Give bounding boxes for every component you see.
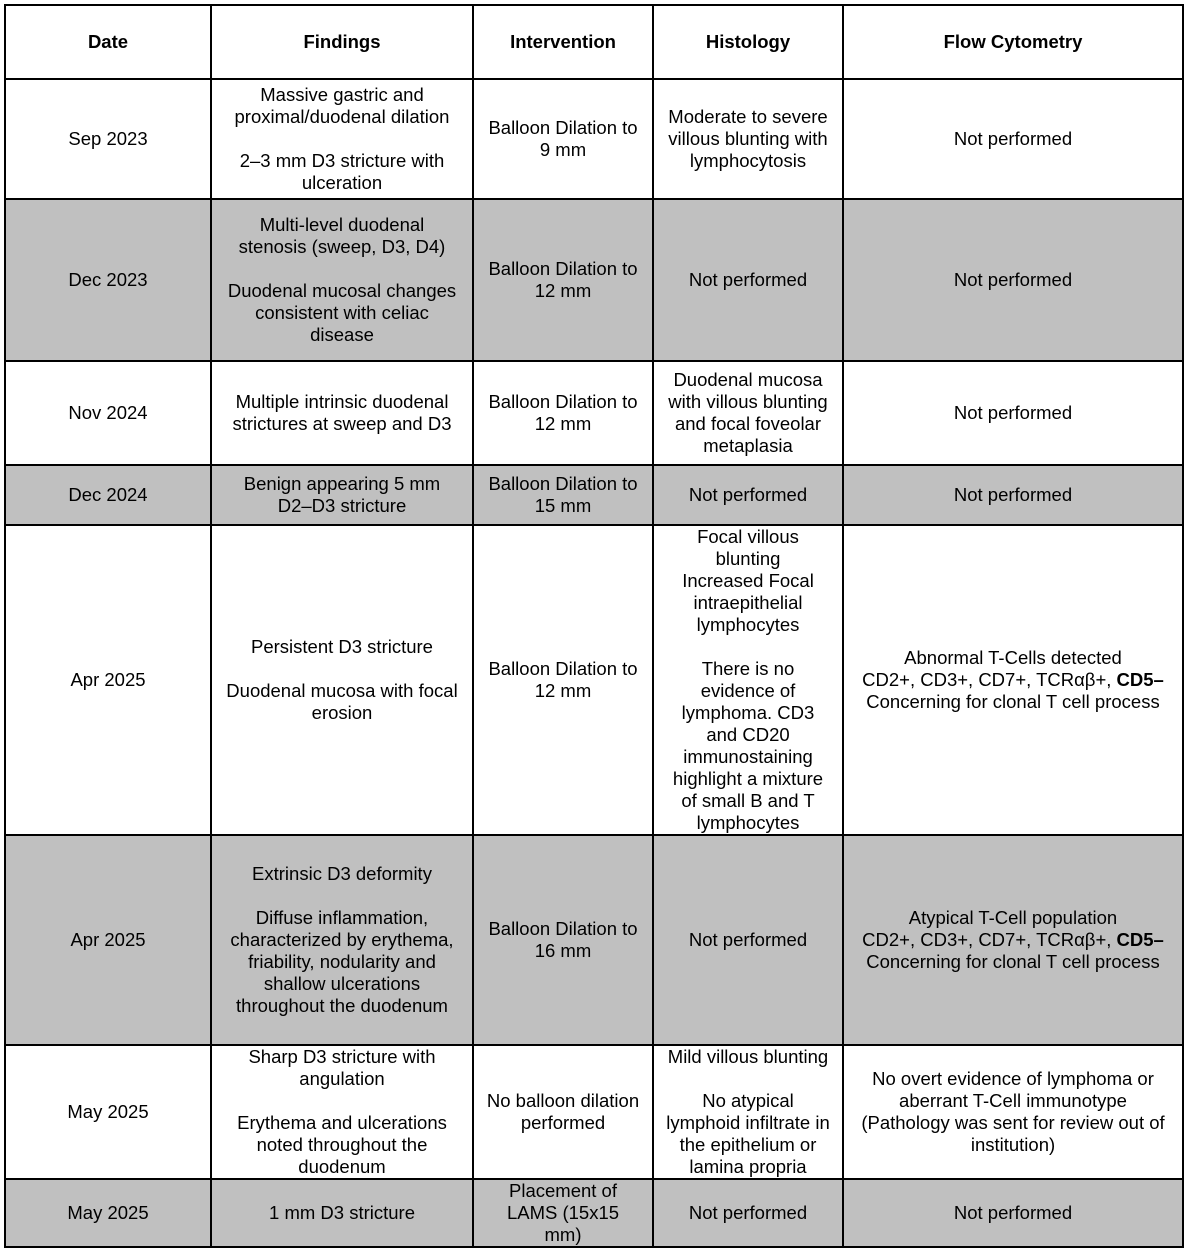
- histology-cell: [653, 199, 843, 361]
- paragraph-gap: [218, 885, 466, 907]
- cell-text-line: aberrant T-Cell immunotype: [899, 1090, 1127, 1111]
- cell-text-line: 12 mm: [534, 413, 592, 434]
- cell-text-line: Extrinsic D3 deformity: [252, 863, 432, 884]
- cell-text-line: immunostaining: [683, 746, 813, 767]
- cell-text-line: Not performed: [688, 929, 808, 950]
- cell-text-line: friability, nodularity and: [248, 951, 436, 972]
- paragraph-gap: [218, 128, 466, 150]
- flow-title: Abnormal T-Cells detected: [904, 647, 1122, 668]
- flow-markers: CD2+, CD3+, CD7+, TCRαβ+,: [862, 929, 1117, 950]
- cell-text-line: disease: [310, 324, 374, 345]
- histology-cell: [653, 79, 843, 199]
- cell-text-line: and focal foveolar: [674, 413, 822, 434]
- flow-cytometry-cell: [843, 361, 1183, 465]
- flow-cytometry-cell: [843, 1045, 1183, 1179]
- flow-title: Atypical T-Cell population: [908, 907, 1118, 928]
- table-row: [5, 79, 1183, 199]
- cell-text-line: characterized by erythema,: [230, 929, 454, 950]
- cell-text-line: Placement of: [509, 1180, 617, 1201]
- cell-text-line: Not performed: [688, 269, 808, 290]
- paragraph-gap: [218, 658, 466, 680]
- histology-cell: [653, 361, 843, 465]
- cell-text-line: villous blunting with: [668, 128, 828, 149]
- paragraph-gap: [218, 1090, 466, 1112]
- date-cell: May 2025: [5, 1045, 211, 1179]
- header-date: Date: [5, 5, 211, 79]
- cell-text-line: Diffuse inflammation,: [255, 907, 429, 928]
- table-row: [5, 835, 1183, 1045]
- cell-text-line: 1 mm D3 stricture: [269, 1202, 415, 1223]
- cell-text-line: (Pathology was sent for review out of: [861, 1112, 1165, 1133]
- table-row: [5, 361, 1183, 465]
- cell-text-line: Not performed: [953, 128, 1073, 149]
- cell-text-line: strictures at sweep and D3: [232, 413, 452, 434]
- flow-cytometry-cell: [843, 835, 1183, 1045]
- cell-text-line: There is no: [701, 658, 795, 679]
- cell-text-line: No balloon dilation: [486, 1090, 640, 1111]
- cell-text-line: Duodenal mucosa with focal: [226, 680, 458, 701]
- findings-cell: [211, 199, 473, 361]
- flow-markers: CD2+, CD3+, CD7+, TCRαβ+,: [862, 669, 1117, 690]
- date-cell: Nov 2024: [5, 361, 211, 465]
- flow-cytometry-cell: [843, 525, 1183, 835]
- intervention-cell: [473, 835, 653, 1045]
- cell-text-line: institution): [970, 1134, 1056, 1155]
- cell-text-line: Sharp D3 stricture with: [248, 1046, 436, 1067]
- flow-cytometry-cell: [843, 465, 1183, 525]
- cell-text-line: mm): [544, 1224, 582, 1245]
- histology-cell: [653, 1045, 843, 1179]
- cell-text-line: intraepithelial: [693, 592, 803, 613]
- table-row: [5, 525, 1183, 835]
- flow-marker-line: [850, 929, 1176, 951]
- cell-text-line: Balloon Dilation to: [488, 473, 638, 494]
- table-row: [5, 1045, 1183, 1179]
- cell-text-line: lymphocytes: [696, 614, 800, 635]
- header-row: [5, 5, 1183, 79]
- cell-text-line: Not performed: [953, 484, 1073, 505]
- flow-note: Concerning for clonal T cell process: [866, 691, 1160, 712]
- cell-text-line: Massive gastric and: [260, 84, 424, 105]
- flow-cytometry-cell: [843, 1179, 1183, 1247]
- intervention-cell: [473, 1179, 653, 1247]
- cell-text-line: evidence of: [700, 680, 796, 701]
- cell-text-line: Balloon Dilation to: [488, 117, 638, 138]
- cell-text-line: lamina propria: [689, 1156, 807, 1177]
- cell-text-line: Not performed: [953, 1202, 1073, 1223]
- findings-cell: [211, 525, 473, 835]
- table-row: [5, 1179, 1183, 1247]
- findings-cell: [211, 835, 473, 1045]
- cell-text-line: Balloon Dilation to: [488, 658, 638, 679]
- table-row: [5, 465, 1183, 525]
- flow-cd5-negative: CD5–: [1116, 929, 1164, 950]
- flow-cd5-negative: CD5–: [1116, 669, 1164, 690]
- cell-text-line: consistent with celiac: [255, 302, 429, 323]
- flow-cytometry-cell: [843, 199, 1183, 361]
- cell-text-line: Persistent D3 stricture: [251, 636, 433, 657]
- cell-text-line: Focal villous: [697, 526, 799, 547]
- cell-text-line: Not performed: [688, 484, 808, 505]
- cell-text-line: Multi-level duodenal: [259, 214, 425, 235]
- date-cell: Apr 2025: [5, 835, 211, 1045]
- procedure-timeline-table: [4, 4, 1184, 1248]
- paragraph-gap: [218, 258, 466, 280]
- cell-text-line: Moderate to severe: [668, 106, 828, 127]
- findings-cell: [211, 79, 473, 199]
- findings-cell: [211, 1045, 473, 1179]
- histology-cell: [653, 465, 843, 525]
- cell-text-line: Erythema and ulcerations: [237, 1112, 447, 1133]
- cell-text-line: 12 mm: [534, 280, 592, 301]
- cell-text-line: Balloon Dilation to: [488, 391, 638, 412]
- cell-text-line: Not performed: [688, 1202, 808, 1223]
- cell-text-line: D2–D3 stricture: [277, 495, 407, 516]
- cell-text-line: ulceration: [301, 172, 383, 193]
- cell-text-line: duodenum: [298, 1156, 386, 1177]
- cell-text-line: lymphoid infiltrate in: [666, 1112, 830, 1133]
- cell-text-line: highlight a mixture: [672, 768, 824, 789]
- paragraph-gap: [660, 636, 836, 658]
- cell-text-line: stenosis (sweep, D3, D4): [238, 236, 446, 257]
- cell-text-line: 16 mm: [534, 940, 592, 961]
- header-findings: Findings: [211, 5, 473, 79]
- cell-text-line: the epithelium or: [679, 1134, 817, 1155]
- cell-text-line: of small B and T: [681, 790, 815, 811]
- cell-text-line: metaplasia: [703, 435, 793, 456]
- intervention-cell: [473, 465, 653, 525]
- date-cell: Sep 2023: [5, 79, 211, 199]
- cell-text-line: 12 mm: [534, 680, 592, 701]
- intervention-cell: [473, 361, 653, 465]
- intervention-cell: [473, 79, 653, 199]
- table-row: [5, 199, 1183, 361]
- cell-text-line: with villous blunting: [668, 391, 828, 412]
- cell-text-line: lymphocytosis: [689, 150, 807, 171]
- cell-text-line: and CD20: [706, 724, 790, 745]
- header-histology: Histology: [653, 5, 843, 79]
- findings-cell: [211, 465, 473, 525]
- intervention-cell: [473, 199, 653, 361]
- flow-cytometry-cell: [843, 79, 1183, 199]
- cell-text-line: Duodenal mucosal changes: [227, 280, 457, 301]
- intervention-cell: [473, 525, 653, 835]
- cell-text-line: proximal/duodenal dilation: [234, 106, 450, 127]
- cell-text-line: 2–3 mm D3 stricture with: [239, 150, 445, 171]
- date-cell: Dec 2023: [5, 199, 211, 361]
- cell-text-line: Balloon Dilation to: [488, 918, 638, 939]
- cell-text-line: Balloon Dilation to: [488, 258, 638, 279]
- cell-text-line: shallow ulcerations: [263, 973, 421, 994]
- cell-text-line: angulation: [299, 1068, 385, 1089]
- cell-text-line: performed: [520, 1112, 606, 1133]
- paragraph-gap: [660, 1068, 836, 1090]
- flow-marker-line: [850, 669, 1176, 691]
- header-flow-cytometry: Flow Cytometry: [843, 5, 1183, 79]
- findings-cell: [211, 361, 473, 465]
- cell-text-line: No overt evidence of lymphoma or: [872, 1068, 1154, 1089]
- intervention-cell: [473, 1045, 653, 1179]
- date-cell: Apr 2025: [5, 525, 211, 835]
- cell-text-line: throughout the duodenum: [236, 995, 448, 1016]
- table-body: [5, 79, 1183, 1247]
- date-cell: May 2025: [5, 1179, 211, 1247]
- cell-text-line: 15 mm: [534, 495, 592, 516]
- cell-text-line: blunting: [715, 548, 781, 569]
- cell-text-line: LAMS (15x15: [506, 1202, 620, 1223]
- cell-text-line: lymphoma. CD3: [681, 702, 815, 723]
- histology-cell: [653, 1179, 843, 1247]
- cell-text-line: Increased Focal: [682, 570, 814, 591]
- cell-text-line: Not performed: [953, 269, 1073, 290]
- flow-note: Concerning for clonal T cell process: [866, 951, 1160, 972]
- cell-text-line: Not performed: [953, 402, 1073, 423]
- cell-text-line: Duodenal mucosa: [673, 369, 823, 390]
- cell-text-line: 9 mm: [539, 139, 587, 160]
- findings-cell: [211, 1179, 473, 1247]
- cell-text-line: erosion: [311, 702, 373, 723]
- histology-cell: [653, 525, 843, 835]
- cell-text-line: noted throughout the: [256, 1134, 428, 1155]
- date-cell: Dec 2024: [5, 465, 211, 525]
- header-intervention: Intervention: [473, 5, 653, 79]
- cell-text-line: No atypical: [702, 1090, 794, 1111]
- cell-text-line: Multiple intrinsic duodenal: [235, 391, 449, 412]
- cell-text-line: lymphocytes: [696, 812, 800, 833]
- histology-cell: [653, 835, 843, 1045]
- cell-text-line: Mild villous blunting: [667, 1046, 829, 1067]
- cell-text-line: Benign appearing 5 mm: [243, 473, 441, 494]
